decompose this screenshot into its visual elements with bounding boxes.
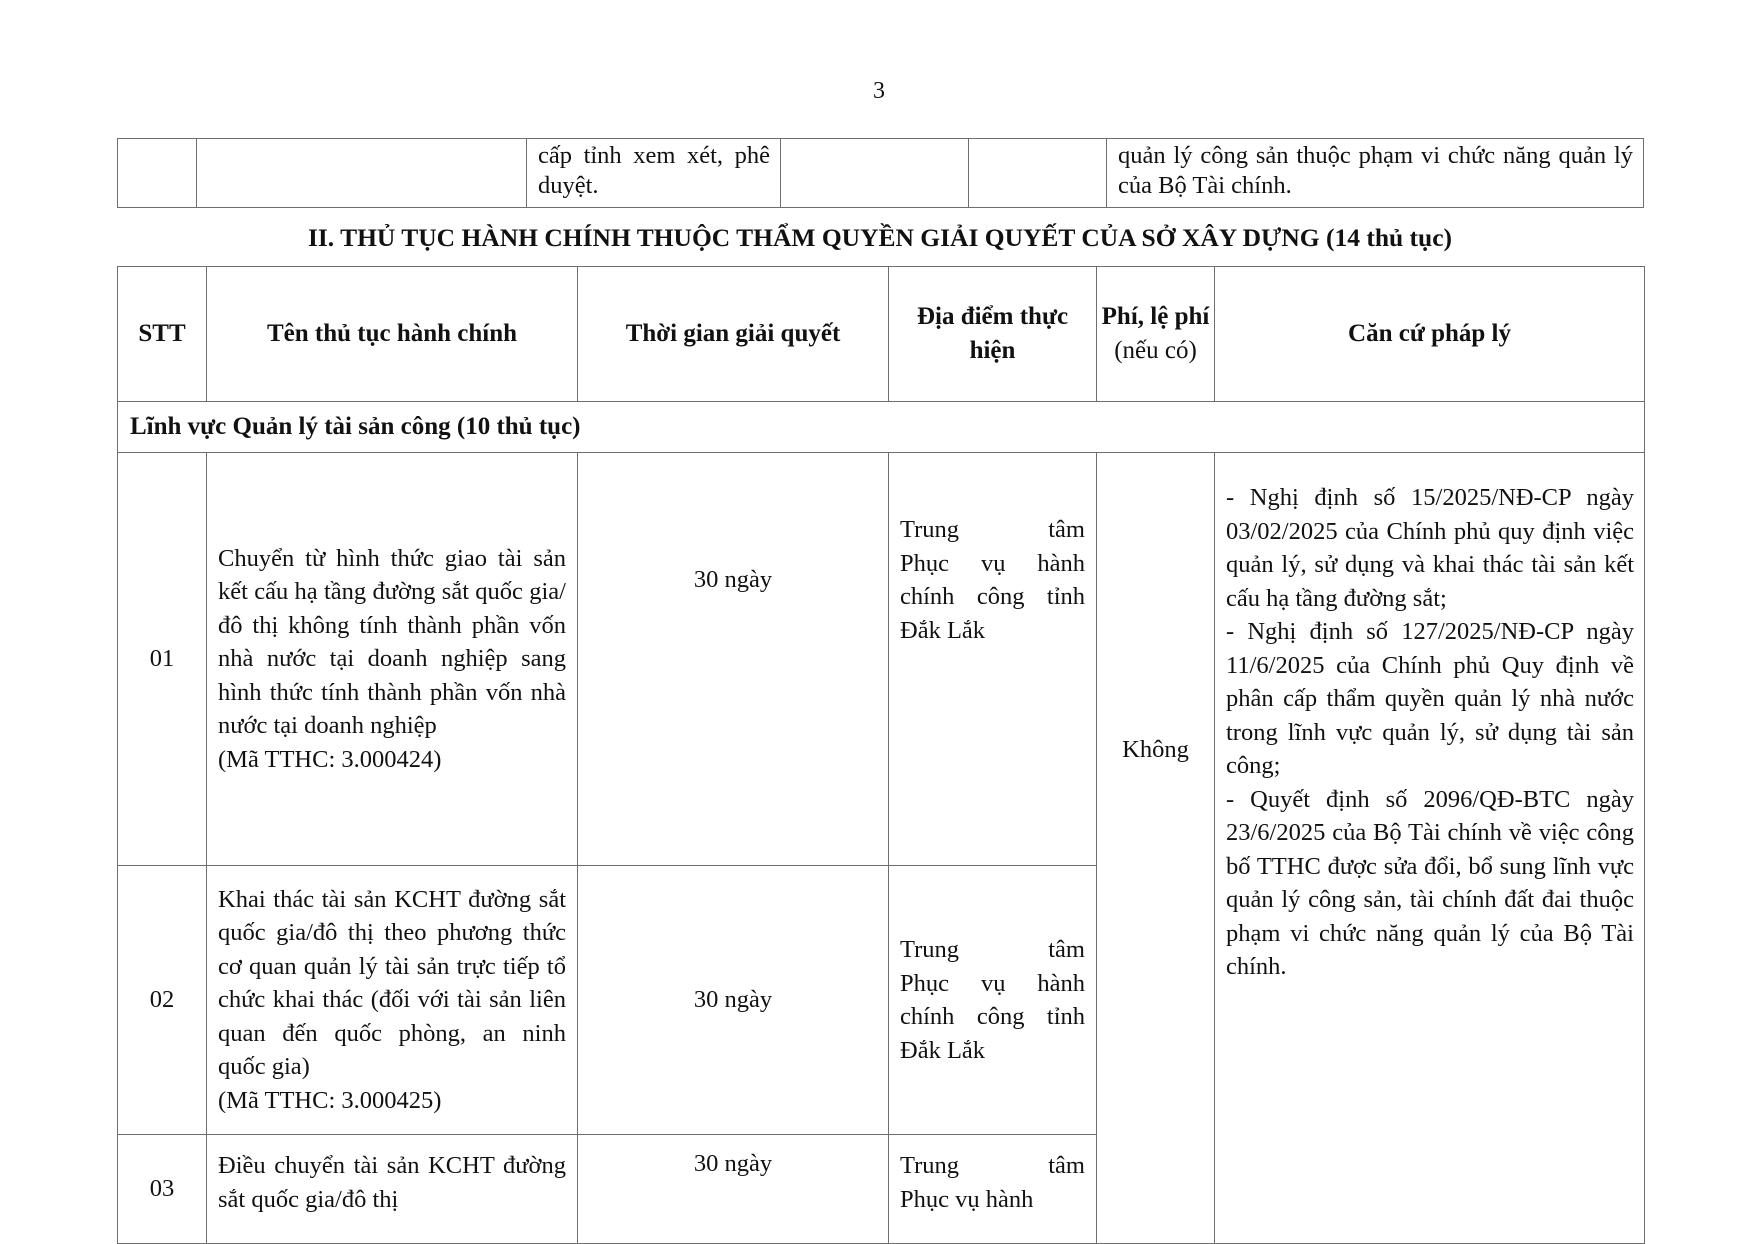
header-fee-note: (nếu có)	[1114, 337, 1197, 364]
procedure-code: (Mã TTHC: 3.000424)	[218, 745, 442, 773]
header-name: Tên thủ tục hành chính	[207, 267, 578, 402]
procedure-name: Chuyển từ hình thức giao tài sản kết cấu hạ tầng đường sắt quốc gia/đô thị không tính thành phần vốn nhà nước tại doanh nghiệp sang hình thức tính thành phần vốn nhà nước tại doanh nghiệp	[218, 544, 566, 740]
table-row	[118, 139, 1644, 208]
header-place-line1: Địa điểm thực	[916, 303, 1069, 330]
cell-legal: quản lý công sản thuộc phạm vi chức năng quản lý của Bộ Tài chính.	[1107, 139, 1644, 208]
cell-place	[889, 453, 1097, 866]
cell-time: 30 ngày	[578, 1135, 889, 1244]
place-rest: Phục vụ hành	[900, 1185, 1034, 1213]
cell-name	[207, 866, 578, 1135]
section-heading: II. THỦ TỤC HÀNH CHÍNH THUỘC THẨM QUYỀN GIẢI QUYẾT CỦA SỞ XÂY DỰNG (14 thủ tục)	[307, 223, 1453, 252]
header-legal: Căn cứ pháp lý	[1215, 267, 1645, 402]
cell-stt	[118, 139, 197, 208]
cell-legal	[1215, 453, 1645, 1244]
header-place-line2: hiện	[969, 337, 1016, 364]
header-fee-bold: Phí, lệ phí	[1101, 303, 1210, 330]
legal-item: - Quyết định số 2096/QĐ-BTC ngày 23/6/2025 của Bộ Tài chính về việc công bố TTHC được sửa đổi, bổ sung lĩnh vực quản lý công sản, tài chính đất đai thuộc phạm vi chức năng quản lý của Bộ Tài chính.	[1226, 785, 1634, 980]
place-rest: Phục vụ hành chính công tỉnh Đắk Lắk	[900, 549, 1085, 644]
table-row	[118, 453, 1645, 866]
place-first-line: Trung tâm	[900, 1152, 1085, 1179]
continuation-table	[117, 138, 1644, 208]
cell-name	[197, 139, 527, 208]
cell-place	[781, 139, 969, 208]
legal-item: - Nghị định số 15/2025/NĐ-CP ngày 03/02/2025 của Chính phủ quy định việc quản lý, sử dụng và khai thác tài sản kết cấu hạ tầng đường sắt;	[1226, 484, 1634, 612]
cell-stt: 01	[118, 453, 207, 866]
header-stt: STT	[118, 267, 207, 402]
cell-fee	[969, 139, 1107, 208]
cell-stt: 02	[118, 866, 207, 1135]
cell-time: 30 ngày	[578, 453, 889, 866]
procedure-name: Điều chuyển tài sản KCHT đường sắt quốc gia/đô thị	[218, 1152, 566, 1213]
group-row	[118, 402, 1645, 453]
header-place	[889, 267, 1097, 402]
cell-name	[207, 1135, 578, 1244]
cell-place	[889, 1135, 1097, 1244]
procedure-name: Khai thác tài sản KCHT đường sắt quốc gia/đô thị theo phương thức cơ quan quản lý tài sản trực tiếp tổ chức khai thác (đối với tài sản liên quan đến quốc phòng, an ninh quốc gia)	[218, 885, 566, 1081]
procedure-code: (Mã TTHC: 3.000425)	[218, 1086, 442, 1114]
place-first-line: Trung tâm	[900, 936, 1085, 963]
cell-time: cấp tỉnh xem xét, phê duyệt.	[527, 139, 781, 208]
page-number: 3	[873, 78, 885, 104]
cell-time: 30 ngày	[578, 866, 889, 1135]
cell-fee: Không	[1097, 453, 1215, 1244]
place-first-line: Trung tâm	[900, 516, 1085, 543]
place-rest: Phục vụ hành chính công tỉnh Đắk Lắk	[900, 969, 1085, 1064]
cell-name	[207, 453, 578, 866]
group-label: Lĩnh vực Quản lý tài sản công (10 thủ tục)	[118, 402, 1645, 453]
cell-stt: 03	[118, 1135, 207, 1244]
procedures-table	[117, 266, 1645, 1244]
header-row	[118, 267, 1645, 402]
header-time: Thời gian giải quyết	[578, 267, 889, 402]
legal-item: - Nghị định số 127/2025/NĐ-CP ngày 11/6/2025 của Chính phủ Quy định về phân cấp thẩm quyền quản lý nhà nước trong lĩnh vực quản lý, sử dụng tài sản công;	[1226, 618, 1634, 779]
header-fee	[1097, 267, 1215, 402]
cell-place	[889, 866, 1097, 1135]
